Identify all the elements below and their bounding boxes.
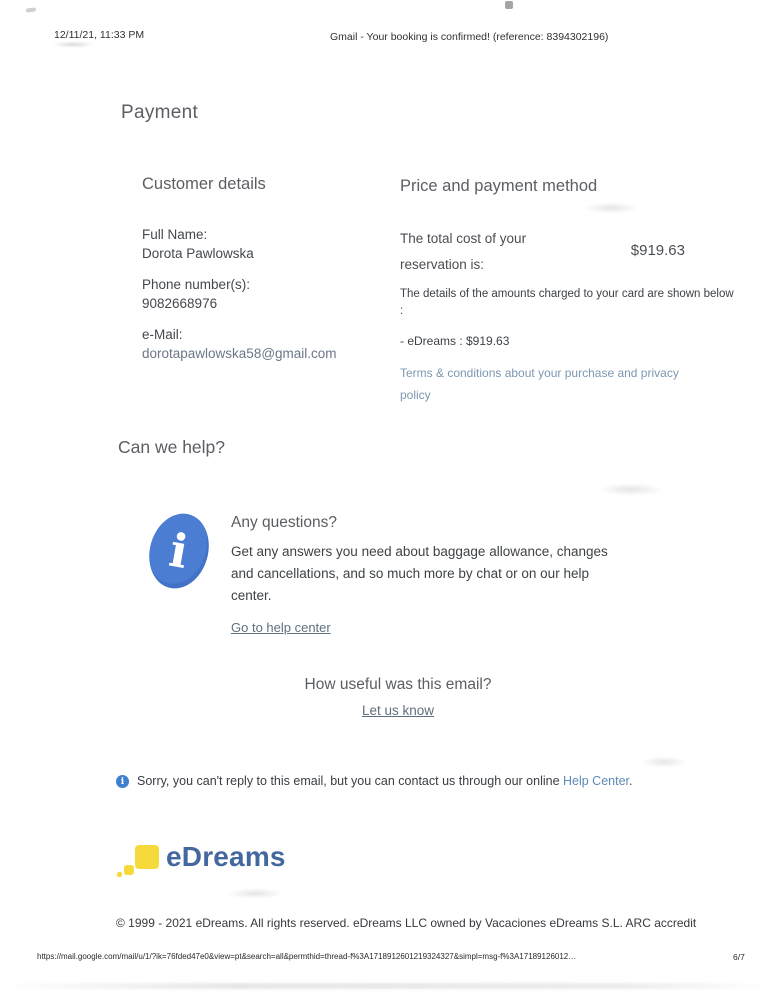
- price-payment-panel: [400, 177, 734, 406]
- full-name-field: [142, 225, 392, 263]
- scan-smudge: [52, 41, 94, 48]
- terms-conditions-link[interactable]: Terms & conditions about your purchase and privacy policy: [400, 366, 679, 402]
- phone-value: 9082668976: [142, 296, 218, 311]
- scan-speck: [505, 1, 513, 9]
- charge-breakdown-line: - eDreams : $919.63: [400, 334, 510, 348]
- full-name-value: Dorota Pawlowska: [142, 246, 254, 261]
- info-icon-glyph: i: [165, 522, 193, 580]
- print-document-title: Gmail - Your booking is confirmed! (reference: 8394302196): [330, 31, 609, 43]
- total-cost-row: [400, 226, 685, 278]
- let-us-know-link[interactable]: Let us know: [361, 703, 435, 718]
- scan-smudge: [598, 483, 664, 496]
- price-payment-title: Price and payment method: [400, 177, 598, 195]
- any-questions-title: Any questions?: [231, 514, 337, 531]
- any-questions-body: Get any answers you need about baggage allowance, changes and cancellations, and so much more by chat or on our help center.: [231, 544, 608, 603]
- footer-url: https://mail.google.com/mail/u/1/?ik=76fded47e0&view=pt&search=all&permthid=thread-f%3A1718912601219324327&simpl=msg-f%3A17189126012…: [37, 952, 577, 961]
- print-timestamp: 12/11/21, 11:33 PM: [54, 29, 145, 41]
- copyright-line: © 1999 - 2021 eDreams. All rights reserved. eDreams LLC owned by Vacaciones eDreams S.L. ARC accredit: [116, 916, 697, 930]
- customer-details-panel: [142, 175, 392, 363]
- charge-details-note: The details of the amounts charged to your card are shown below :: [400, 288, 734, 317]
- logo-square-small: [117, 872, 122, 877]
- help-text-block: [231, 514, 631, 637]
- page-number: 6/7: [733, 952, 745, 962]
- info-icon-small: i: [116, 775, 129, 788]
- scan-smudge: [641, 756, 687, 768]
- help-center-link[interactable]: Help Center: [563, 774, 630, 788]
- phone-field: [142, 275, 392, 313]
- logo-wordmark: eDreams: [166, 841, 286, 872]
- scan-edge-shadow: [0, 983, 773, 989]
- logo-square-large: [135, 845, 159, 869]
- email-value-link[interactable]: dorotapawlowska58@gmail.com: [142, 346, 337, 361]
- no-reply-suffix: .: [629, 774, 633, 788]
- go-to-help-center-link[interactable]: Go to help center: [231, 620, 331, 635]
- customer-details-title: Customer details: [142, 175, 266, 193]
- payment-section-title: Payment: [121, 102, 199, 123]
- feedback-question: How useful was this email?: [304, 676, 492, 693]
- phone-label: Phone number(s):: [142, 277, 251, 292]
- email-label: e-Mail:: [142, 327, 183, 342]
- feedback-block: [198, 676, 598, 720]
- scan-speck: [26, 7, 36, 12]
- no-reply-note: [137, 774, 633, 788]
- can-we-help-title: Can we help?: [118, 437, 226, 457]
- edreams-logo: [117, 841, 317, 881]
- email-field: [142, 325, 392, 363]
- logo-square-medium: [124, 865, 134, 875]
- scan-smudge: [226, 888, 284, 899]
- info-icon: [141, 506, 218, 595]
- full-name-label: Full Name:: [142, 227, 208, 242]
- total-cost-label: The total cost of your reservation is:: [400, 231, 527, 272]
- total-cost-value: $919.63: [630, 242, 685, 259]
- no-reply-text: Sorry, you can't reply to this email, but you can contact us through our online: [137, 774, 563, 788]
